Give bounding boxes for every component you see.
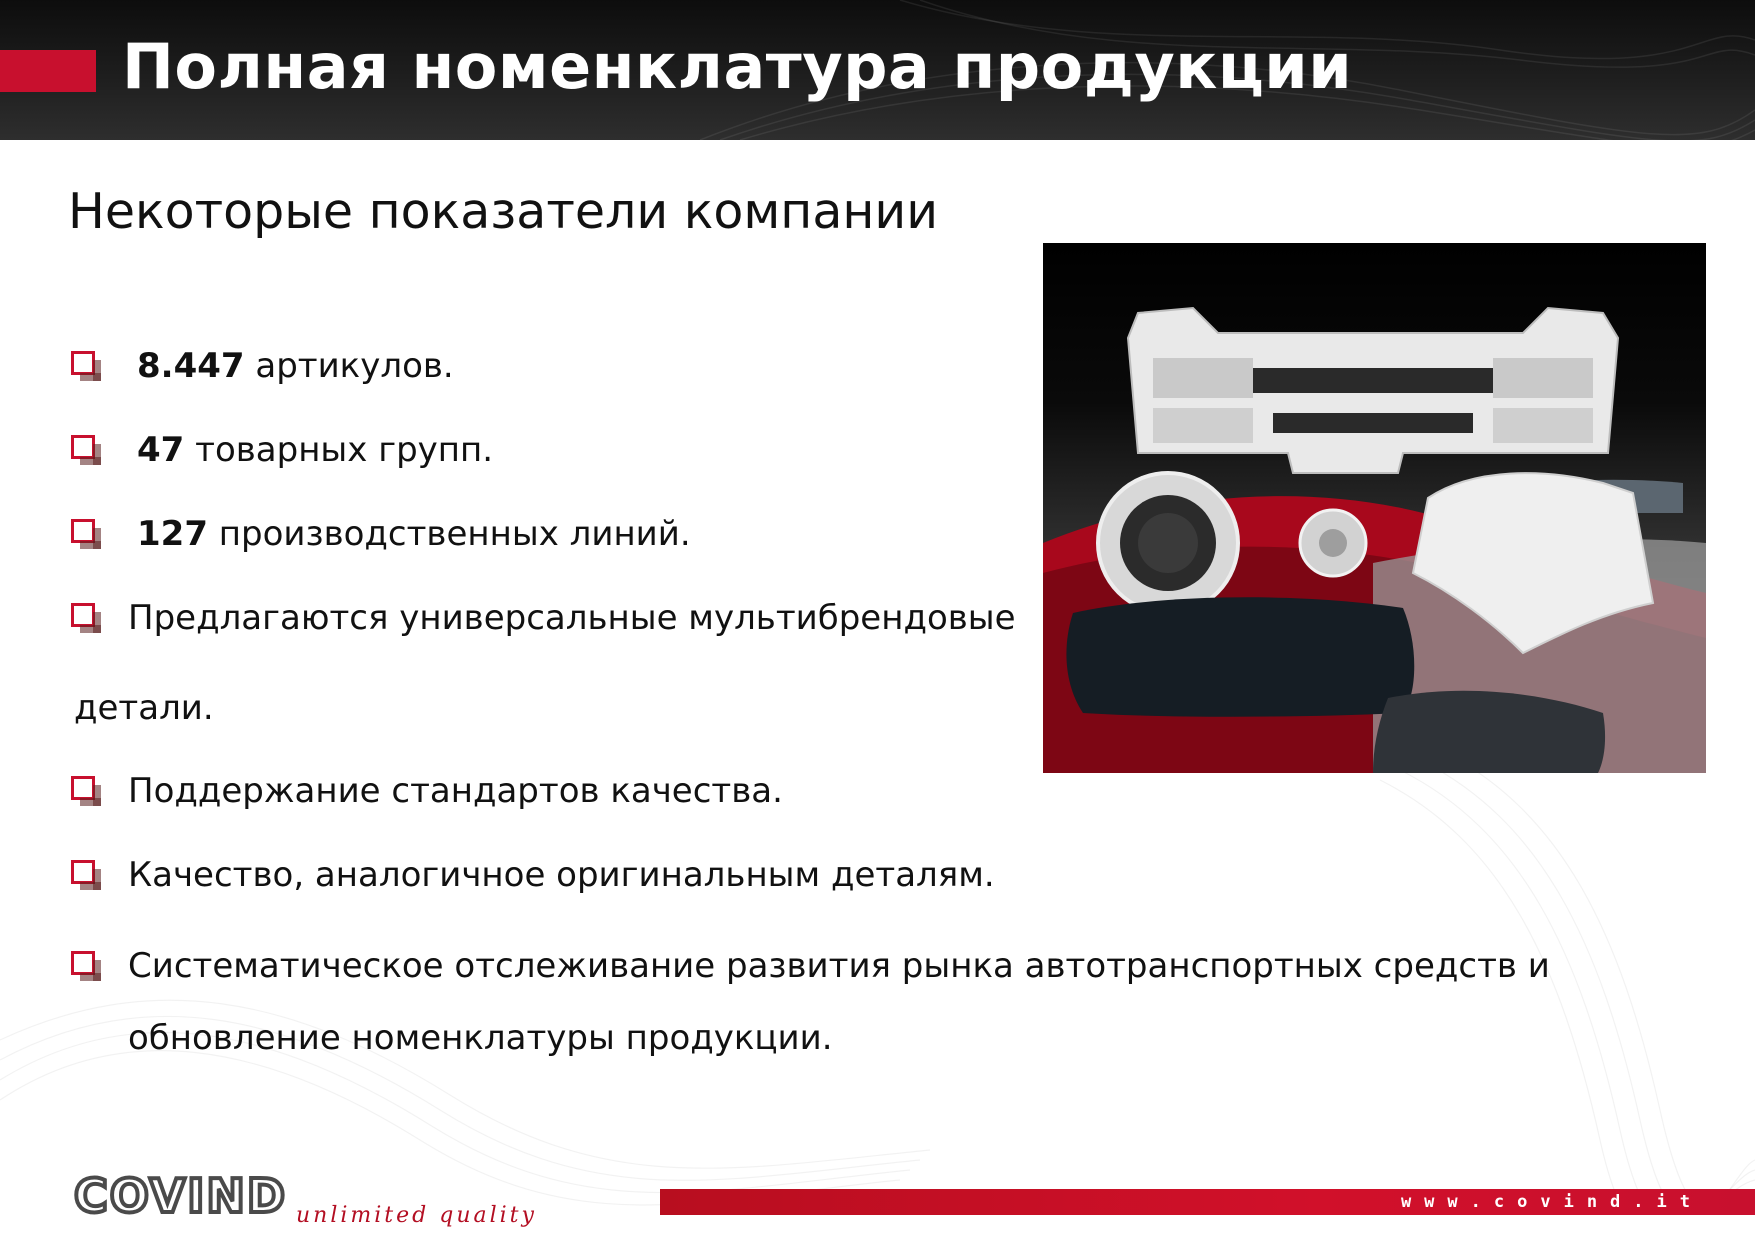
bullet-figure: 127: [137, 514, 208, 554]
bullet-text-continuation: обновление номенклатуры продукции.: [128, 1018, 833, 1058]
page-title: Полная номенклатура продукции: [122, 30, 1353, 103]
bullet-text: 8.447 артикулов.: [137, 346, 454, 386]
covind-logo: [74, 1170, 644, 1232]
bullet-text: 127 производственных линий.: [137, 514, 691, 554]
wheel-cover-shape: [1098, 473, 1238, 613]
bullet-text-continuation: детали.: [74, 688, 214, 728]
checkbox-icon: [71, 351, 95, 375]
product-photo: [1043, 243, 1706, 773]
bullet-figure: 47: [137, 430, 185, 470]
bullet-figure: 8.447: [137, 346, 245, 386]
bumper-shape: [1128, 308, 1618, 473]
website-url: www.covind.it: [1400, 1192, 1703, 1212]
bullet-text: Предлагаются универсальные мультибрендовые: [128, 598, 1016, 638]
logo-tagline: unlimited quality: [296, 1203, 537, 1228]
checkbox-icon: [71, 776, 95, 800]
checkbox-icon: [71, 603, 95, 627]
checkbox-icon: [71, 435, 95, 459]
checkbox-icon: [71, 951, 95, 975]
section-subtitle: Некоторые показатели компании: [68, 183, 939, 240]
footer-bar: [660, 1189, 1755, 1215]
bullet-text: Качество, аналогичное оригинальным деталям.: [128, 855, 995, 895]
bullet-text: Систематическое отслеживание развития рынка автотранспортных средств и: [128, 946, 1550, 986]
hub-cap-shape: [1300, 510, 1366, 576]
bullet-text: Поддержание стандартов качества.: [128, 771, 783, 811]
checkbox-icon: [71, 519, 95, 543]
bullet-text: 47 товарных групп.: [137, 430, 494, 470]
logo-wordmark: COVIND: [74, 1170, 288, 1223]
checkbox-icon: [71, 860, 95, 884]
